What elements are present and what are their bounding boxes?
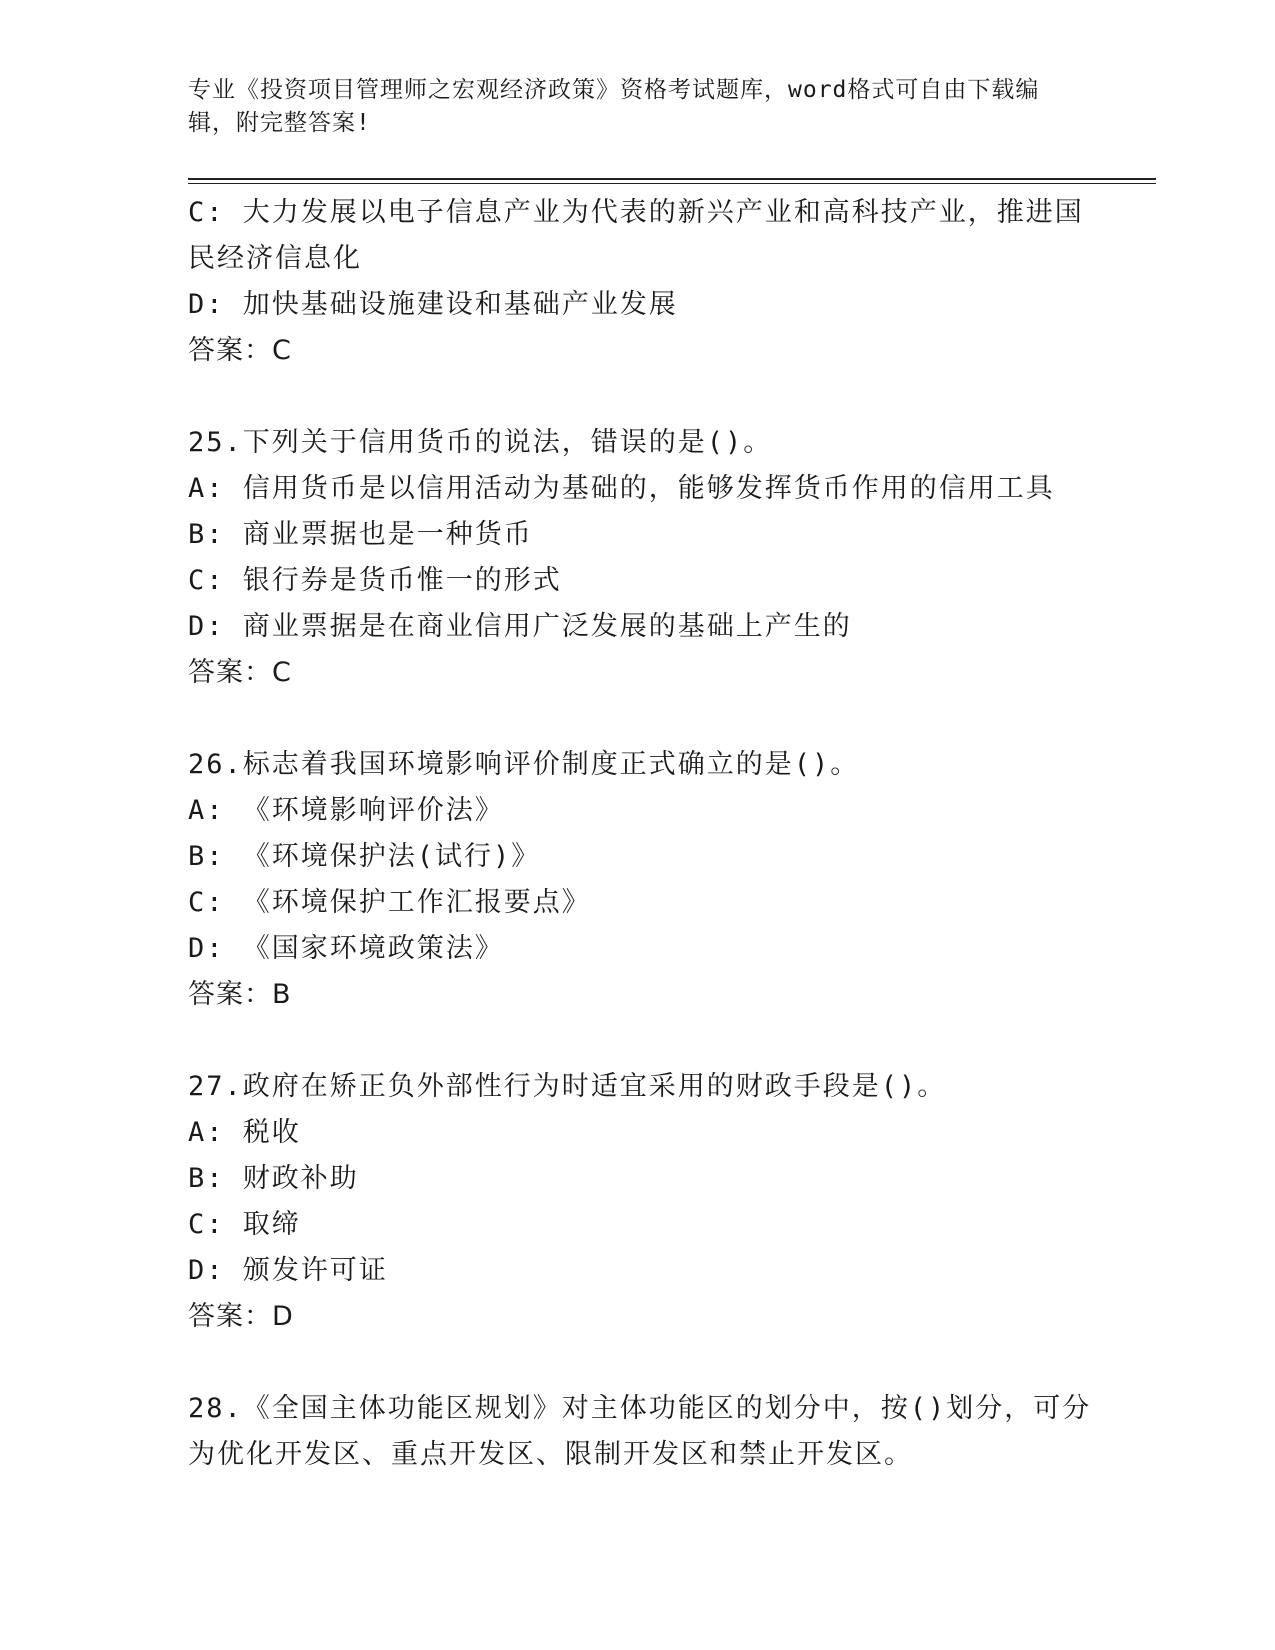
option-d: D: 加快基础设施建设和基础产业发展 [188, 289, 678, 320]
question-24-continued [188, 190, 1088, 374]
option-d: D: 商业票据是在商业信用广泛发展的基础上产生的 [188, 611, 852, 642]
header-divider-thick [188, 178, 1156, 180]
question-26 [188, 742, 1088, 1018]
option-c: C: 大力发展以电子信息产业为代表的新兴产业和高科技产业，推进国 [188, 197, 1084, 228]
option-b: B: 商业票据也是一种货币 [188, 519, 533, 550]
answer: 答案：B [188, 979, 292, 1010]
question-text: 27.政府在矫正负外部性行为时适宜采用的财政手段是()。 [188, 1071, 947, 1102]
page-header [188, 74, 1088, 140]
option-b: B: 财政补助 [188, 1163, 359, 1194]
option-d: D: 《国家环境政策法》 [188, 933, 504, 964]
header-line-2: 辑，附完整答案! [188, 110, 371, 136]
answer: 答案：C [188, 335, 292, 366]
question-list [188, 190, 1092, 1478]
option-a: A: 信用货币是以信用活动为基础的，能够发挥货币作用的信用工具 [188, 473, 1055, 504]
header-divider-thin [188, 183, 1156, 184]
question-28 [188, 1386, 1092, 1478]
option-a: A: 税收 [188, 1117, 301, 1148]
option-a: A: 《环境影响评价法》 [188, 795, 504, 826]
question-27 [188, 1064, 1088, 1340]
option-c-continued: 民经济信息化 [188, 243, 362, 274]
option-d: D: 颁发许可证 [188, 1255, 388, 1286]
question-25 [188, 420, 1088, 696]
answer: 答案：C [188, 657, 292, 688]
option-c: C: 取缔 [188, 1209, 301, 1240]
option-c: C: 《环境保护工作汇报要点》 [188, 887, 591, 918]
header-line-1: 专业《投资项目管理师之宏观经济政策》资格考试题库，word格式可自由下载编 [188, 77, 1040, 103]
answer: 答案：D [188, 1301, 294, 1332]
question-text: 28.《全国主体功能区规划》对主体功能区的划分中，按()划分，可分 [188, 1393, 1092, 1424]
option-c: C: 银行券是货币惟一的形式 [188, 565, 562, 596]
question-text: 25.下列关于信用货币的说法，错误的是()。 [188, 427, 773, 458]
option-b: B: 《环境保护法(试行)》 [188, 841, 541, 872]
question-text-continued: 为优化开发区、重点开发区、限制开发区和禁止开发区。 [188, 1439, 913, 1470]
question-text: 26.标志着我国环境影响评价制度正式确立的是()。 [188, 749, 860, 780]
